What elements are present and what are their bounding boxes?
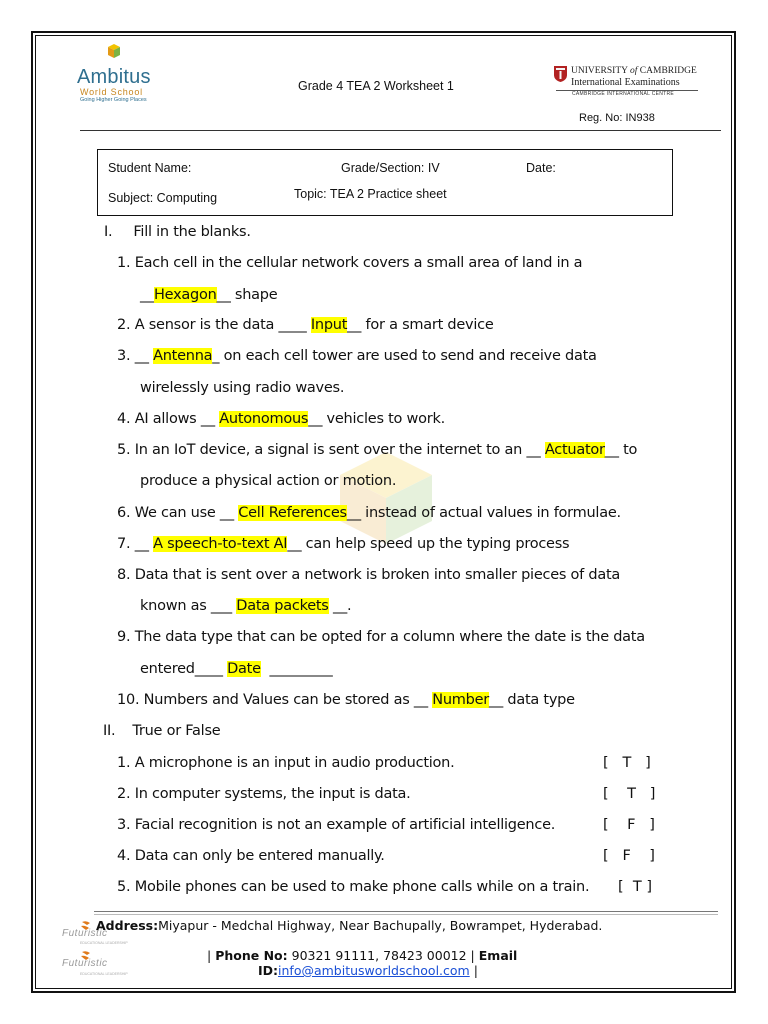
tf-item-5: 5. Mobile phones can be used to make phone calls while on a train. — [117, 879, 590, 895]
tf-answer-1: [ T ] — [603, 755, 651, 771]
tf-answer-2: [ T ] — [603, 786, 656, 802]
cambridge-line2: International Examinations — [571, 77, 680, 88]
answer-highlight: Input — [310, 317, 348, 333]
section-2-heading: II. True or False — [103, 723, 221, 739]
date-label: Date: — [526, 161, 556, 175]
worksheet-title: Grade 4 TEA 2 Worksheet 1 — [298, 79, 454, 93]
student-info-box — [97, 149, 673, 216]
watermark-logo-icon — [340, 452, 432, 544]
answer-highlight: A speech-to-text AI — [153, 536, 288, 552]
logo-sub: World School — [80, 87, 143, 97]
tf-item-4: 4. Data can only be entered manually. — [117, 848, 385, 864]
topic-label: Topic: TEA 2 Practice sheet — [294, 187, 447, 201]
fill-item-8: 8. Data that is sent over a network is broken into smaller pieces of data — [117, 567, 621, 583]
footer-address: Address:Miyapur - Medchal Highway, Near Bachupally, Bowrampet, Hyderabad. — [96, 918, 603, 933]
answer-highlight: Hexagon — [154, 287, 217, 303]
fill-item-6: 6. We can use __ Cell References__ instead of actual values in formulae. — [117, 505, 621, 521]
fill-item-5: 5. In an IoT device, a signal is sent over the internet to an __ Actuator__ to — [117, 442, 638, 458]
footer-divider — [94, 911, 718, 912]
header-divider — [80, 130, 721, 131]
logo-name: Ambitus — [77, 66, 151, 88]
fill-item-1-cont: __Hexagon__ shape — [140, 287, 278, 303]
answer-highlight: Autonomous — [219, 411, 309, 427]
futuristic-sub-1: EDUCATIONAL LEADERSHIP — [80, 941, 128, 945]
fill-item-2: 2. A sensor is the data ____ Input__ for a smart device — [117, 317, 494, 333]
fill-item-10: 10. Numbers and Values can be stored as __ Number__ data type — [117, 692, 575, 708]
logo-tagline: Going Higher Going Places — [80, 97, 147, 103]
student-name-label: Student Name: — [108, 161, 192, 175]
cambridge-crest-icon — [554, 66, 567, 82]
fill-item-5-cont: produce a physical action or motion. — [140, 473, 397, 489]
fill-item-9: 9. The data type that can be opted for a column where the date is the data — [117, 629, 645, 645]
futuristic-sub-2: EDUCATIONAL LEADERSHIP — [80, 972, 128, 976]
futuristic-logo-1: Futuristic — [62, 928, 108, 939]
grade-section-label: Grade/Section: IV — [341, 161, 440, 175]
answer-highlight: Number — [432, 692, 489, 708]
cambridge-centre: CAMBRIDGE INTERNATIONAL CENTRE — [572, 91, 675, 97]
fill-item-3: 3. __ Antenna_ on each cell tower are used to send and receive data — [117, 348, 597, 364]
tf-item-1: 1. A microphone is an input in audio production. — [117, 755, 455, 771]
fill-item-4: 4. AI allows __ Autonomous__ vehicles to work. — [117, 411, 445, 427]
tf-item-3: 3. Facial recognition is not an example of artificial intelligence. — [117, 817, 556, 833]
footer-contact-line1: | Phone No: 90321 91111, 78423 00012 | Email — [207, 948, 518, 963]
answer-highlight: Date — [227, 661, 261, 677]
tf-answer-4: [ F ] — [603, 848, 655, 864]
email-link[interactable]: info@ambitusworldschool.com — [278, 963, 470, 978]
answer-highlight: Actuator — [544, 442, 605, 458]
fill-item-7: 7. __ A speech-to-text AI__ can help speed up the typing process — [117, 536, 570, 552]
answer-highlight: Cell References — [238, 505, 347, 521]
fill-item-8-cont: known as ___ Data packets __. — [140, 598, 352, 614]
fill-item-1: 1. Each cell in the cellular network covers a small area of land in a — [117, 255, 583, 271]
tf-answer-3: [ F ] — [603, 817, 655, 833]
section-1-heading: I. Fill in the blanks. — [104, 224, 251, 240]
cambridge-line1: UNIVERSITY of CAMBRIDGE — [571, 66, 697, 76]
fill-item-9-cont: entered____ Date _________ — [140, 661, 333, 677]
fill-item-3-cont: wirelessly using radio waves. — [140, 380, 345, 396]
tf-answer-5: [ T ] — [618, 879, 653, 895]
reg-number: Reg. No: IN938 — [579, 112, 655, 124]
answer-highlight: Antenna — [153, 348, 213, 364]
answer-highlight: Data packets — [236, 598, 329, 614]
subject-label: Subject: Computing — [108, 191, 218, 205]
footer-contact-line2: ID:info@ambitusworldschool.com | — [258, 963, 478, 978]
tf-item-2: 2. In computer systems, the input is data. — [117, 786, 411, 802]
futuristic-logo-2: Futuristic — [62, 958, 108, 969]
footer-divider-2 — [94, 914, 718, 915]
